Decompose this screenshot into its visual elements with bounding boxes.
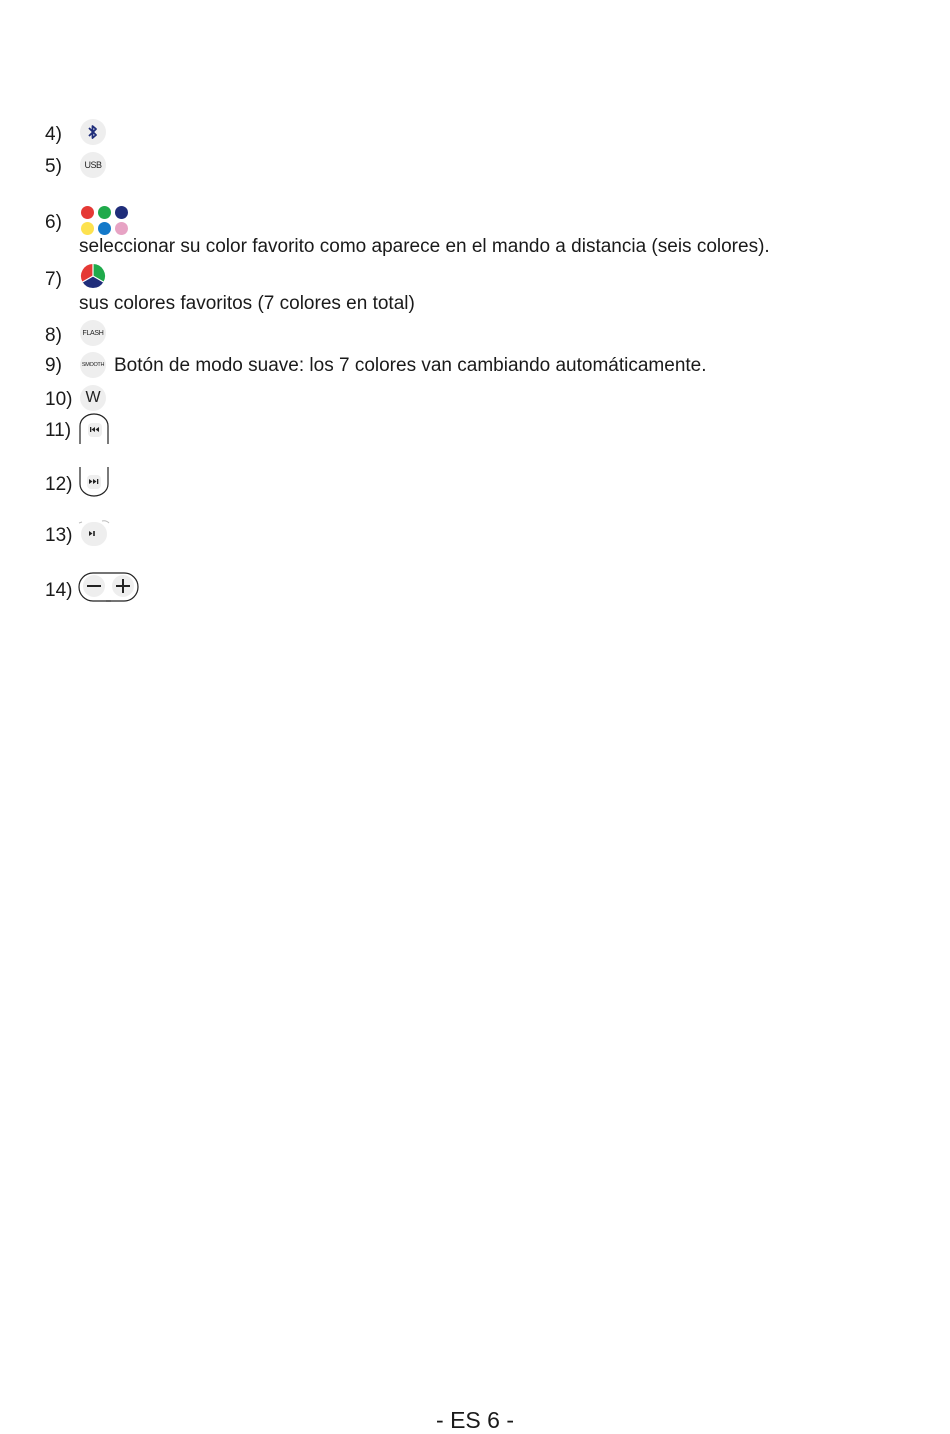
item-number-13: 13) [45,525,73,546]
usb-icon [80,152,106,178]
item-number-9: 9) [45,355,62,376]
play-pause-icon [78,518,112,548]
navy-dot-icon [115,206,128,219]
item-7-description: sus colores favoritos (7 colores en total) [79,293,415,314]
item-number-4: 4) [45,124,62,145]
bluetooth-icon [80,119,106,145]
item-number-11: 11) [45,420,72,441]
smooth-icon [80,352,106,378]
tricolor-circle-icon [80,263,106,289]
item-number-7: 7) [45,269,62,290]
flash-icon-label: FLASH [82,329,104,337]
yellow-dot-icon [81,222,94,235]
six-color-dots-icon [80,205,130,237]
blue-dot-icon [98,222,111,235]
white-w-icon [80,385,106,411]
smooth-icon-label: SMOOTH [81,362,105,368]
item-number-12: 12) [45,474,73,495]
green-dot-icon [98,206,111,219]
volume-minus-plus-icon [78,572,140,604]
item-number-10: 10) [45,389,73,410]
usb-icon-label: USB [84,160,102,170]
next-track-icon [79,466,111,498]
w-icon-label: W [85,389,101,406]
item-number-5: 5) [45,156,62,177]
red-dot-icon [81,206,94,219]
item-9-description: Botón de modo suave: los 7 colores van cambiando automáticamente. [114,355,707,376]
item-number-8: 8) [45,325,62,346]
item-6-description: seleccionar su color favorito como aparece en el mando a distancia (seis colores). [79,236,770,257]
pink-dot-icon [115,222,128,235]
item-number-6: 6) [45,212,62,233]
item-number-14: 14) [45,580,73,601]
previous-track-icon [79,413,111,445]
page-number: - ES 6 - [436,1407,514,1433]
flash-icon [80,320,106,346]
